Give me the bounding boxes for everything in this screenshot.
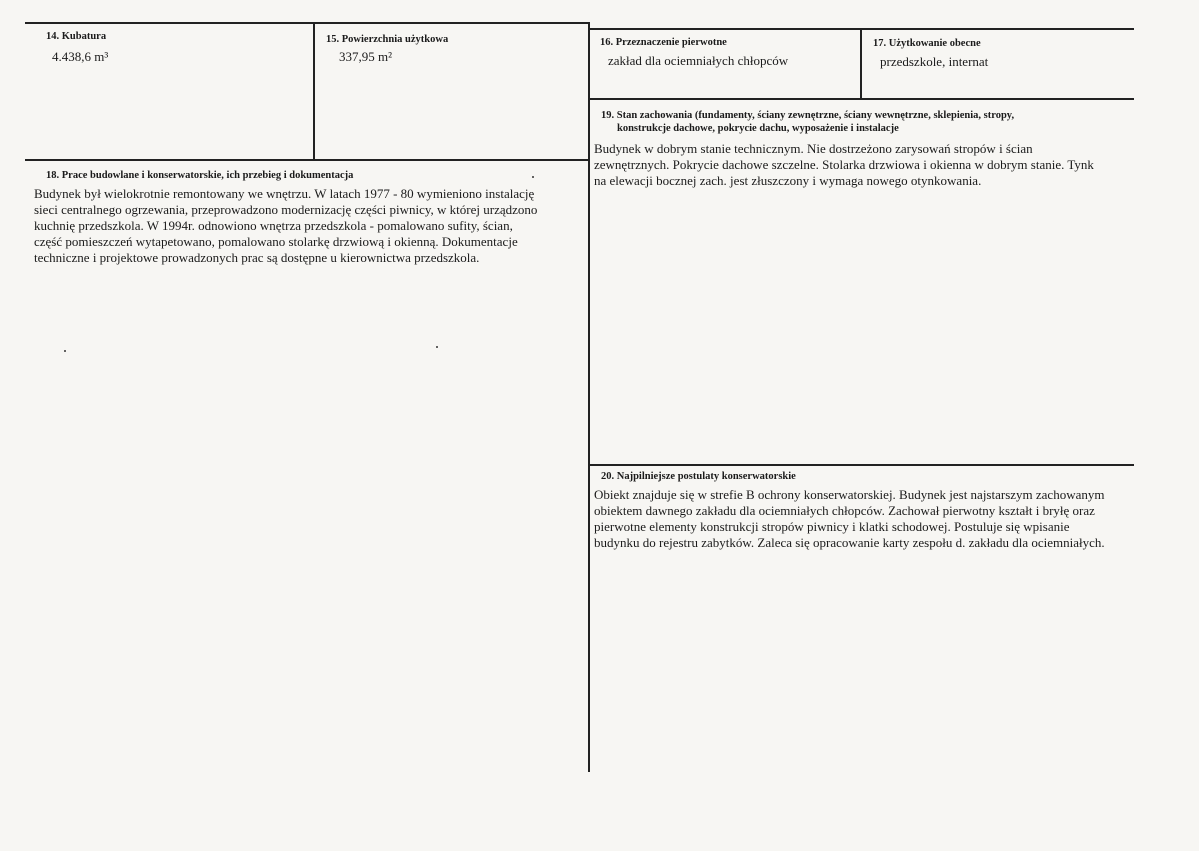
postulaty-label: 20. Najpilniejsze postulaty konserwatorskie — [601, 471, 796, 482]
divider-14-15 — [313, 22, 315, 160]
text-line: budynku do rejestru zabytków. Zaleca się opracowanie karty zespołu d. zakładu dla ociemniałych. — [594, 535, 1105, 550]
row-divider-20 — [588, 464, 1134, 466]
text-line: sieci centralnego ogrzewania, przeprowadzono modernizację części piwnicy, w której urządzono — [34, 202, 538, 217]
powierzchnia-label: 15. Powierzchnia użytkowa — [326, 34, 449, 45]
uzytkowanie-label: 17. Użytkowanie obecne — [873, 38, 981, 49]
przeznaczenie-value: zakład dla ociemniałych chłopców — [608, 53, 789, 68]
stan-zachowania-label — [601, 109, 1014, 135]
text-line: na elewacji bocznej zach. jest złuszczony i wymaga nowego otynkowania. — [594, 173, 982, 188]
prace-budowlane-text — [34, 186, 581, 266]
prace-budowlane-label: 18. Prace budowlane i konserwatorskie, ich przebieg i dokumentacja — [46, 170, 354, 181]
text-line: zewnętrznych. Pokrycie dachowe szczelne. Stolarka drzwiowa i okienna w dobrym stanie. Tynk — [594, 157, 1094, 172]
label-line: konstrukcje dachowe, pokrycie dachu, wyposażenie i instalacje — [617, 123, 899, 134]
text-line: Budynek był wielokrotnie remontowany we wnętrzu. W latach 1977 - 80 wymieniono instalację — [34, 186, 535, 201]
scan-speck — [436, 346, 438, 348]
text-line: pierwotne elementy konstrukcji stropów piwnicy i klatki schodowej. Postuluje się wpisanie — [594, 519, 1070, 534]
row-divider-16-17 — [588, 98, 1134, 100]
kubatura-value: 4.438,6 m³ — [52, 49, 109, 64]
text-line: kuchnię przedszkola. W 1994r. odnowiono wnętrza przedszkola - pomalowano sufity, ścian, — [34, 218, 513, 233]
label-line: 19. Stan zachowania (fundamenty, ściany zewnętrzne, ściany wewnętrzne, sklepienia, stropy, — [601, 110, 1015, 121]
przeznaczenie-label: 16. Przeznaczenie pierwotne — [600, 37, 727, 48]
postulaty-text — [594, 487, 1134, 551]
powierzchnia-value: 337,95 m² — [339, 49, 393, 64]
stan-zachowania-text — [594, 141, 1134, 189]
text-line: obiektem dawnego zakładu dla ociemniałych chłopców. Zachował pierwotny kształt i bryłę oraz — [594, 503, 1095, 518]
text-line: techniczne i projektowe prowadzonych prac są dostępne u kierownictwa przedszkola. — [34, 250, 480, 265]
text-line: Budynek w dobrym stanie technicznym. Nie dostrzeżono zarysowań stropów i ścian — [594, 141, 1033, 156]
row-divider-14-15 — [25, 159, 588, 161]
main-vertical-divider — [588, 22, 590, 772]
divider-16-17 — [860, 28, 862, 100]
text-line: Obiekt znajduje się w strefie B ochrony konserwatorskiej. Budynek jest najstarszym zachowanym — [594, 487, 1105, 502]
kubatura-label: 14. Kubatura — [46, 31, 107, 42]
uzytkowanie-value: przedszkole, internat — [880, 54, 989, 69]
scan-speck — [64, 350, 66, 352]
text-line: część pomieszczeń wytapetowano, pomalowano stolarkę drzwiową i okienną. Dokumentacje — [34, 234, 518, 249]
top-border-left — [25, 22, 588, 24]
scan-speck — [532, 176, 534, 178]
